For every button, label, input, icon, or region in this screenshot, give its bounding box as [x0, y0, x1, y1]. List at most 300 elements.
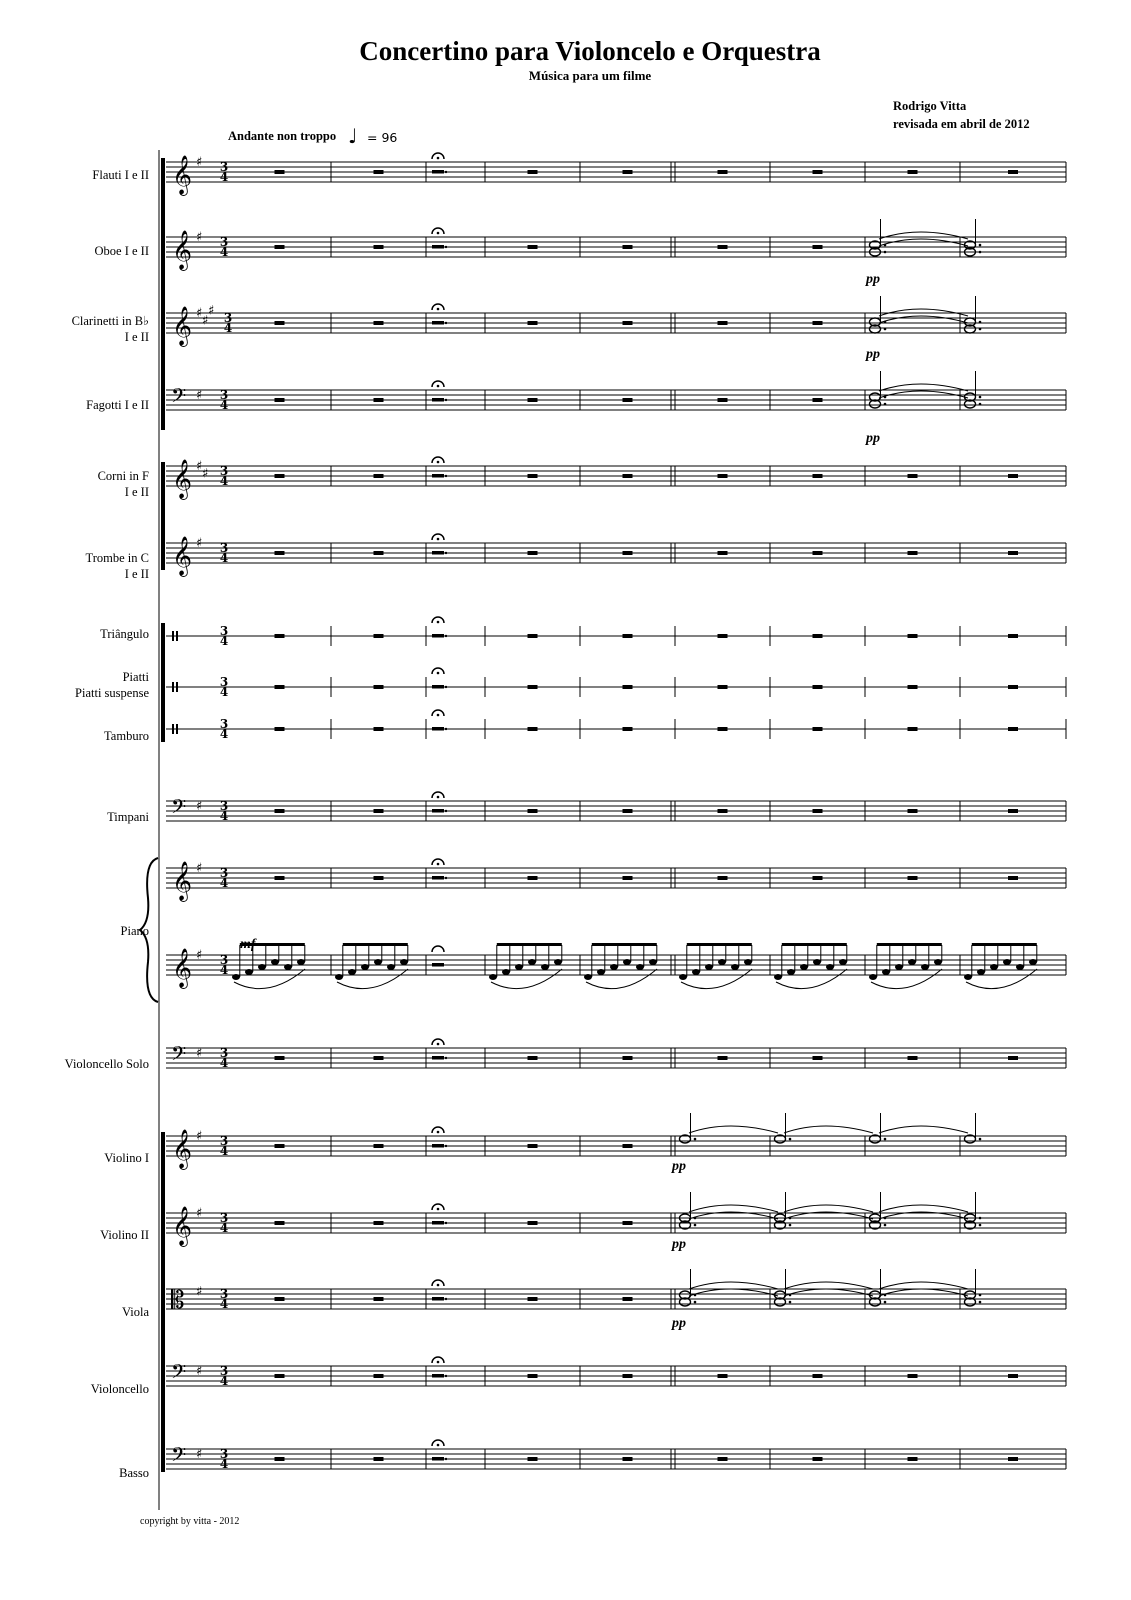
time-signature-denominator: 4 [219, 685, 229, 699]
eighth-note [990, 964, 998, 970]
treble-clef-icon: 𝄞 [172, 1206, 193, 1246]
time-signature-denominator: 4 [219, 1144, 229, 1158]
eighth-note [800, 964, 808, 970]
tie [784, 1289, 873, 1296]
half-rest [432, 1297, 444, 1301]
time-signature-denominator: 4 [219, 474, 229, 488]
time-signature-denominator: 4 [219, 245, 229, 259]
half-rest [432, 1221, 444, 1225]
whole-rest [1008, 809, 1018, 813]
time-signature-numerator: 3 [219, 866, 229, 880]
instrument-label-piatti: Piatti Piatti suspense [75, 670, 149, 700]
percussion-clef-icon [172, 631, 174, 641]
whole-rest [275, 876, 285, 880]
bass-clef-icon: 𝄢 [171, 795, 187, 823]
eighth-note [1029, 959, 1037, 965]
eighth-note [744, 959, 752, 965]
whole-rest [908, 685, 918, 689]
dynamic-mf: mf [240, 937, 256, 952]
tie [689, 1282, 778, 1289]
copyright-notice: copyright by vitta - 2012 [140, 1516, 240, 1527]
whole-rest [908, 634, 918, 638]
eighth-note [297, 959, 305, 965]
whole-rest [374, 1297, 384, 1301]
whole-rest [528, 245, 538, 249]
dot [979, 1301, 982, 1304]
fermata-dot [437, 385, 440, 388]
time-signature-numerator: 3 [219, 1287, 229, 1301]
whole-rest [275, 321, 285, 325]
quarter-note-icon: ♩ [348, 124, 358, 148]
percussion-clef-icon [172, 724, 174, 734]
eighth-note [610, 964, 618, 970]
sharp-icon: ♯ [196, 948, 203, 963]
whole-rest [623, 551, 633, 555]
beam [972, 943, 1037, 946]
instrument-label-violoncello-solo: Violoncello Solo [64, 1057, 149, 1071]
time-signature-denominator: 4 [219, 634, 229, 648]
dot [979, 321, 982, 324]
time-signature-numerator: 3 [223, 311, 233, 325]
whole-rest [813, 245, 823, 249]
dot [445, 810, 447, 812]
eighth-note [718, 959, 726, 965]
dot [789, 1138, 792, 1141]
tie [879, 232, 968, 239]
whole-rest [374, 398, 384, 402]
dot [979, 1138, 982, 1141]
dynamic-pp: pp [866, 347, 880, 362]
whole-rest [275, 1056, 285, 1060]
tie [784, 1126, 873, 1133]
time-signature-numerator: 3 [219, 160, 229, 174]
whole-rest [623, 727, 633, 731]
eighth-note [597, 969, 605, 975]
half-rest [432, 809, 444, 813]
whole-rest [1008, 634, 1018, 638]
time-signature-numerator: 3 [219, 953, 229, 967]
whole-rest [718, 551, 728, 555]
dot [979, 1294, 982, 1297]
dot [445, 399, 447, 401]
whole-rest [374, 876, 384, 880]
half-rest [432, 170, 444, 174]
fermata-icon [432, 946, 444, 952]
tie [879, 1205, 968, 1212]
time-signature-denominator: 4 [223, 321, 233, 335]
whole-rest [623, 1144, 633, 1148]
whole-rest [528, 876, 538, 880]
sharp-icon: ♯ [196, 1129, 203, 1144]
instrument-label-violino-i: Violino I [104, 1151, 149, 1165]
sharp-icon: ♯ [202, 466, 209, 482]
whole-rest [1008, 1056, 1018, 1060]
whole-rest [1008, 1457, 1018, 1461]
half-rest [432, 963, 444, 967]
whole-rest [623, 876, 633, 880]
whole-rest [528, 398, 538, 402]
time-signature-denominator: 4 [219, 1374, 229, 1388]
dot [979, 244, 982, 247]
slur [234, 969, 305, 989]
whole-rest [275, 1374, 285, 1378]
beam [343, 943, 408, 946]
fermata-dot [437, 538, 440, 541]
whole-rest [374, 321, 384, 325]
dot [445, 1458, 447, 1460]
whole-rest [813, 876, 823, 880]
eighth-note [515, 964, 523, 970]
beam [687, 943, 752, 946]
fermata-dot [437, 1043, 440, 1046]
dot [979, 403, 982, 406]
whole-rest [813, 474, 823, 478]
whole-rest [528, 1457, 538, 1461]
dot [979, 1217, 982, 1220]
tempo-value: = 96 [367, 130, 398, 145]
slur [681, 969, 752, 989]
whole-rest [275, 685, 285, 689]
time-signature-numerator: 3 [219, 1447, 229, 1461]
whole-rest [528, 474, 538, 478]
treble-clef-icon: 𝄞 [172, 155, 193, 195]
treble-clef-icon: 𝄞 [172, 306, 193, 346]
eighth-note [934, 959, 942, 965]
eighth-note [839, 959, 847, 965]
dot [445, 246, 447, 248]
half-rest [432, 876, 444, 880]
half-rest [432, 1457, 444, 1461]
whole-rest [718, 1056, 728, 1060]
time-signature-numerator: 3 [219, 624, 229, 638]
eighth-note [977, 969, 985, 975]
piano-brace-icon [140, 858, 158, 1002]
time-signature-numerator: 3 [219, 1046, 229, 1060]
eighth-note [1003, 959, 1011, 965]
whole-rest [374, 474, 384, 478]
eighth-note [895, 964, 903, 970]
tie [879, 391, 968, 398]
dot [789, 1301, 792, 1304]
fermata-dot [437, 1284, 440, 1287]
instrument-label-flauti: Flauti I e II [92, 168, 149, 182]
time-signature-denominator: 4 [219, 809, 229, 823]
whole-rest [908, 876, 918, 880]
whole-rest [623, 1297, 633, 1301]
whole-rest [813, 551, 823, 555]
time-signature-numerator: 3 [219, 388, 229, 402]
tie [784, 1282, 873, 1289]
dot [445, 877, 447, 879]
tie [689, 1289, 778, 1296]
fermata-dot [437, 1131, 440, 1134]
whole-rest [374, 1144, 384, 1148]
whole-rest [374, 551, 384, 555]
whole-rest [1008, 551, 1018, 555]
bass-clef-icon: 𝄢 [171, 1443, 187, 1471]
dot [884, 1138, 887, 1141]
eighth-note [271, 959, 279, 965]
slur [337, 969, 408, 989]
time-signature-denominator: 4 [219, 170, 229, 184]
time-signature-numerator: 3 [219, 717, 229, 731]
sharp-icon: ♯ [196, 861, 203, 876]
dot [884, 1224, 887, 1227]
dot [979, 1224, 982, 1227]
sharp-icon: ♯ [196, 536, 203, 551]
dot [445, 1298, 447, 1300]
whole-rest [528, 1056, 538, 1060]
whole-rest [275, 551, 285, 555]
whole-rest [718, 474, 728, 478]
time-signature-denominator: 4 [219, 727, 229, 741]
time-signature-denominator: 4 [219, 1056, 229, 1070]
whole-rest [813, 634, 823, 638]
whole-rest [374, 1056, 384, 1060]
whole-rest [623, 685, 633, 689]
fermata-dot [437, 863, 440, 866]
whole-rest [623, 1374, 633, 1378]
whole-rest [813, 1374, 823, 1378]
dot [445, 635, 447, 637]
revision-note: revisada em abril de 2012 [893, 117, 1030, 131]
eighth-note [869, 974, 877, 980]
time-signature-numerator: 3 [219, 799, 229, 813]
treble-clef-icon: 𝄞 [172, 948, 193, 988]
dot [884, 328, 887, 331]
whole-rest [813, 809, 823, 813]
whole-rest [374, 634, 384, 638]
fermata-dot [437, 1361, 440, 1364]
fermata-dot [437, 157, 440, 160]
treble-clef-icon: 𝄞 [172, 536, 193, 576]
eighth-note [348, 969, 356, 975]
eighth-note [908, 959, 916, 965]
whole-rest [908, 1374, 918, 1378]
instrument-label-violoncello: Violoncello [90, 1382, 149, 1396]
whole-rest [275, 170, 285, 174]
dot [694, 1138, 697, 1141]
fermata-dot [437, 621, 440, 624]
eighth-note [1016, 964, 1024, 970]
eighth-note [636, 964, 644, 970]
time-signature-numerator: 3 [219, 464, 229, 478]
dynamic-pp: pp [672, 1237, 686, 1252]
whole-rest [1008, 685, 1018, 689]
whole-rest [813, 170, 823, 174]
time-signature-denominator: 4 [219, 876, 229, 890]
whole-rest [1008, 1374, 1018, 1378]
sharp-icon: ♯ [196, 1284, 203, 1300]
whole-rest [374, 1374, 384, 1378]
eighth-note [921, 964, 929, 970]
time-signature-denominator: 4 [219, 1297, 229, 1311]
eighth-note [502, 969, 510, 975]
whole-rest [528, 1374, 538, 1378]
sharp-icon: ♯ [196, 799, 203, 814]
instrument-label-corni: Corni in F I e II [97, 469, 149, 499]
dot [445, 1145, 447, 1147]
whole-rest [813, 685, 823, 689]
tie [879, 309, 968, 316]
whole-rest [813, 1056, 823, 1060]
fermata-dot [437, 1208, 440, 1211]
whole-rest [374, 245, 384, 249]
slur [871, 969, 942, 989]
dot [789, 1224, 792, 1227]
whole-rest [275, 809, 285, 813]
percussion-clef-icon [176, 631, 178, 641]
eighth-note [489, 974, 497, 980]
time-signature-numerator: 3 [219, 541, 229, 555]
sharp-icon: ♯ [202, 313, 209, 329]
whole-rest [908, 809, 918, 813]
fermata-dot [437, 308, 440, 311]
eighth-note [528, 959, 536, 965]
bass-clef-icon: 𝄢 [171, 384, 187, 412]
eighth-note [649, 959, 657, 965]
dot [445, 1222, 447, 1224]
whole-rest [718, 634, 728, 638]
half-rest [432, 321, 444, 325]
instrument-label-piano: Piano [120, 924, 149, 938]
treble-clef-icon: 𝄞 [172, 1129, 193, 1169]
eighth-note [679, 974, 687, 980]
whole-rest [275, 1144, 285, 1148]
whole-rest [908, 1457, 918, 1461]
whole-rest [623, 1056, 633, 1060]
time-signature-denominator: 4 [219, 551, 229, 565]
whole-rest [623, 1457, 633, 1461]
score-title: Concertino para Violoncelo e Orquestra [359, 36, 821, 66]
fermata-dot [437, 461, 440, 464]
tie [689, 1126, 778, 1133]
whole-rest [528, 551, 538, 555]
bass-clef-icon: 𝄢 [171, 1360, 187, 1388]
dot [979, 251, 982, 254]
whole-rest [908, 551, 918, 555]
eighth-note [335, 974, 343, 980]
whole-rest [275, 1457, 285, 1461]
eighth-note [541, 964, 549, 970]
whole-rest [718, 876, 728, 880]
tie [784, 1205, 873, 1212]
whole-rest [1008, 876, 1018, 880]
whole-rest [528, 1144, 538, 1148]
dot [445, 686, 447, 688]
dot [445, 552, 447, 554]
dynamic-pp: pp [866, 431, 880, 446]
dynamic-pp: pp [672, 1159, 686, 1174]
eighth-note [813, 959, 821, 965]
whole-rest [374, 809, 384, 813]
time-signature-denominator: 4 [219, 1221, 229, 1235]
tie [689, 1205, 778, 1212]
eighth-note [705, 964, 713, 970]
whole-rest [528, 170, 538, 174]
instrument-label-trombe: Trombe in C I e II [85, 551, 149, 581]
eighth-note [245, 969, 253, 975]
whole-rest [908, 1056, 918, 1060]
half-rest [432, 551, 444, 555]
time-signature-numerator: 3 [219, 675, 229, 689]
whole-rest [275, 634, 285, 638]
eighth-note [361, 964, 369, 970]
treble-clef-icon: 𝄞 [172, 459, 193, 499]
sharp-icon: ♯ [196, 230, 203, 245]
whole-rest [1008, 170, 1018, 174]
slur [491, 969, 562, 989]
whole-rest [528, 1221, 538, 1225]
whole-rest [528, 727, 538, 731]
dot [694, 1224, 697, 1227]
dot [445, 171, 447, 173]
eighth-note [400, 959, 408, 965]
eighth-note [826, 964, 834, 970]
alto-clef-icon: 𝄡 [171, 1286, 185, 1314]
half-rest [432, 634, 444, 638]
instrument-label-viola: Viola [121, 1305, 149, 1319]
whole-rest [374, 727, 384, 731]
dot [884, 251, 887, 254]
half-rest [432, 474, 444, 478]
time-signature-numerator: 3 [219, 1211, 229, 1225]
whole-rest [528, 321, 538, 325]
whole-rest [813, 1457, 823, 1461]
half-rest [432, 727, 444, 731]
whole-rest [623, 245, 633, 249]
slur [776, 969, 847, 989]
half-rest [432, 685, 444, 689]
whole-rest [374, 685, 384, 689]
tie [879, 1282, 968, 1289]
half-rest [432, 1374, 444, 1378]
treble-clef-icon: 𝄞 [172, 861, 193, 901]
whole-rest [908, 474, 918, 478]
eighth-note [584, 974, 592, 980]
eighth-note [774, 974, 782, 980]
tie [879, 1126, 968, 1133]
whole-rest [374, 170, 384, 174]
fermata-dot [437, 232, 440, 235]
percussion-clef-icon [176, 682, 178, 692]
sharp-icon: ♯ [196, 155, 203, 170]
eighth-note [232, 974, 240, 980]
whole-rest [528, 634, 538, 638]
tie [879, 316, 968, 323]
whole-rest [813, 727, 823, 731]
instrument-label-basso: Basso [119, 1466, 149, 1480]
time-signature-denominator: 4 [219, 1457, 229, 1471]
half-rest [432, 1056, 444, 1060]
time-signature-numerator: 3 [219, 1364, 229, 1378]
bass-clef-icon: 𝄢 [171, 1042, 187, 1070]
notation-symbols-group [140, 150, 1037, 1510]
whole-rest [1008, 727, 1018, 731]
whole-rest [718, 727, 728, 731]
whole-rest [718, 809, 728, 813]
time-signature-numerator: 3 [219, 1134, 229, 1148]
eighth-note [623, 959, 631, 965]
dynamic-pp: pp [866, 272, 880, 287]
slur [966, 969, 1037, 989]
instrument-label-triangulo: Triângulo [100, 627, 149, 641]
fermata-dot [437, 796, 440, 799]
dot [884, 1301, 887, 1304]
dot [445, 322, 447, 324]
whole-rest [623, 634, 633, 638]
eighth-note [554, 959, 562, 965]
